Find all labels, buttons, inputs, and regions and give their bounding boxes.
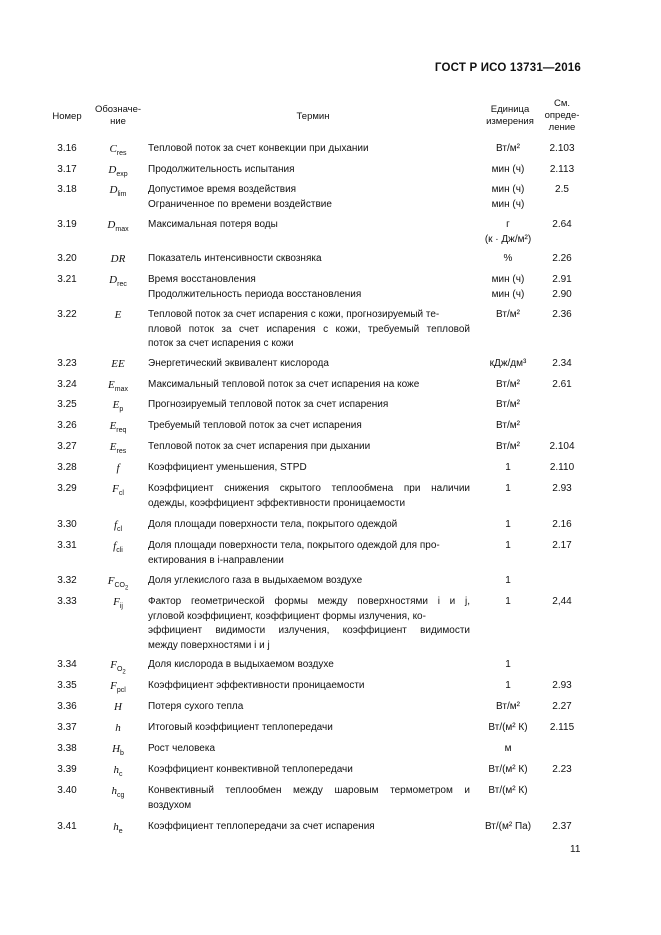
term-unit: м [504, 743, 512, 754]
term-number: 3.39 [57, 764, 77, 775]
term-unit: 1 [505, 483, 511, 494]
term-number: 3.16 [57, 143, 77, 154]
term-unit: 1 [505, 462, 511, 473]
term-symbol: h [115, 722, 121, 734]
term-text: Коэффициент уменьшения, STPD [148, 462, 307, 473]
term-unit: кДж/дм³ [489, 358, 527, 369]
col-header-reference: См. опреде- ление [544, 98, 580, 133]
term-unit: % [503, 253, 513, 264]
term-unit: 1 [505, 575, 511, 586]
term-text: Доля углекислого газа в выдыхаемом воздухе [148, 575, 363, 586]
term-symbol: $C_{res}$ [109, 143, 127, 158]
term-number: 3.31 [57, 540, 77, 551]
term-unit: мин (ч) мин (ч) [491, 274, 525, 300]
term-symbol: $h_e$ [113, 821, 123, 836]
term-symbol: $E_{req}$ [109, 420, 127, 435]
term-symbol: f [116, 462, 120, 474]
term-text: Коэффициент эффективности проницаемости [148, 680, 365, 691]
term-text: Итоговый коэффициент теплопередачи [148, 722, 333, 733]
term-unit: 1 [505, 680, 511, 691]
term-symbol: $H_b$ [112, 743, 124, 758]
term-number: 3.19 [57, 219, 77, 230]
term-symbol: $E_{max}$ [108, 379, 128, 394]
term-reference: 2.5 [555, 184, 569, 195]
term-number: 3.21 [57, 274, 77, 285]
term-reference: 2.26 [552, 253, 572, 264]
term-symbol: $F_{pcl}$ [110, 680, 126, 695]
term-text: Доля кислорода в выдыхаемом воздухе [148, 659, 334, 670]
term-unit: Вт/м² [496, 309, 520, 320]
term-number: 3.37 [57, 722, 77, 733]
term-text: Потеря сухого тепла [148, 701, 244, 712]
term-unit: Вт/(м² К) [488, 722, 528, 733]
term-number: 3.28 [57, 462, 77, 473]
term-reference: 2.115 [549, 722, 575, 733]
term-reference: 2.16 [552, 519, 572, 530]
term-symbol: $h_c$ [113, 764, 123, 779]
col-header-unit: Единица измерения [486, 104, 534, 127]
term-number: 3.25 [57, 399, 77, 410]
term-text: Конвективный теплообмен между шаровым термометром и воздухом [148, 785, 470, 811]
term-number: 3.40 [57, 785, 77, 796]
term-number: 3.41 [57, 821, 77, 832]
term-number: 3.17 [57, 164, 77, 175]
term-reference: 2.23 [552, 764, 572, 775]
term-symbol: EE [111, 358, 125, 370]
term-reference: 2.93 [552, 680, 572, 691]
term-symbol: $E_p$ [112, 399, 124, 414]
term-number: 3.29 [57, 483, 77, 494]
term-text: Требуемый тепловой поток за счет испарения [148, 420, 362, 431]
term-text: Максимальная потеря воды [148, 219, 278, 230]
term-unit: Вт/(м² К) [488, 785, 528, 796]
term-number: 3.38 [57, 743, 77, 754]
term-symbol: H [114, 701, 122, 713]
term-number: 3.18 [57, 184, 77, 195]
term-symbol: $F_{cl}$ [112, 483, 124, 498]
term-text: Максимальный тепловой поток за счет испарения на коже [148, 379, 420, 390]
term-unit: 1 [505, 596, 511, 607]
term-unit: Вт/(м² Па) [484, 821, 532, 832]
term-text: Допустимое время воздействия Ограниченное по времени воздействие [148, 184, 332, 210]
term-reference: 2.64 [552, 219, 572, 230]
term-number: 3.33 [57, 596, 77, 607]
term-text: Тепловой поток за счет испарения при дыхании [148, 441, 371, 452]
standard-header: ГОСТ Р ИСО 13731—2016 [434, 62, 581, 74]
term-text: Прогнозируемый тепловой поток за счет испарения [148, 399, 389, 410]
term-number: 3.36 [57, 701, 77, 712]
term-symbol: $f_{cli}$ [113, 540, 123, 555]
term-unit: Вт/м² [496, 399, 520, 410]
term-unit: 1 [505, 519, 511, 530]
term-reference: 2.93 [552, 483, 572, 494]
term-text: Показатель интенсивности сквозняка [148, 253, 322, 264]
term-number: 3.27 [57, 441, 77, 452]
term-unit: Вт/м² [496, 420, 520, 431]
term-number: 3.26 [57, 420, 77, 431]
term-text: Рост человека [148, 743, 216, 754]
term-text: Доля площади поверхности тела, покрытого одеждой [148, 519, 398, 530]
term-reference: 2.91 2.90 [552, 274, 572, 300]
term-text: Коэффициент теплопередачи за счет испарения [148, 821, 375, 832]
term-unit: 1 [505, 659, 511, 670]
term-unit: Вт/м² [496, 143, 520, 154]
term-symbol: $D_{exp}$ [108, 164, 128, 179]
term-number: 3.32 [57, 575, 77, 586]
term-reference: 2.113 [549, 164, 575, 175]
term-unit: Вт/м² [496, 701, 520, 712]
term-symbol: $E_{res}$ [109, 441, 127, 456]
page-number: 11 [570, 844, 581, 855]
term-text: Тепловой поток за счет конвекции при дыхании [148, 143, 369, 154]
term-reference: 2.61 [552, 379, 572, 390]
term-symbol: $F_{O_2}$ [110, 659, 126, 676]
term-text: Фактор геометрической формы между поверхностями i и j, угловой коэффициент, коэффициент формы излучения, ко- эффициент видимости излучения, коэффициент видимости между поверхностями i и j [148, 596, 470, 651]
term-symbol: $h_{cg}$ [111, 785, 125, 800]
term-text: Тепловой поток за счет испарения с кожи, прогнозируемый те- пловой поток за счет испарения с кожи, требуемый тепловой поток за счет испарения с кожи [148, 309, 470, 349]
term-reference: 2.36 [552, 309, 572, 320]
term-reference: 2.110 [549, 462, 575, 473]
term-reference: 2.27 [552, 701, 572, 712]
term-unit: Вт/м² [496, 441, 520, 452]
term-number: 3.23 [57, 358, 77, 369]
term-symbol: $F_{ij}$ [113, 596, 123, 611]
term-text: Доля площади поверхности тела, покрытого одеждой для про- ектирования в i-направлении [148, 540, 440, 566]
term-reference: 2.17 [552, 540, 572, 551]
col-header-symbol: Обозначе- ние [94, 104, 142, 127]
term-reference: 2.34 [552, 358, 572, 369]
term-text: Время восстановления Продолжительность периода восстановления [148, 274, 362, 300]
term-number: 3.35 [57, 680, 77, 691]
term-reference: 2,44 [552, 596, 572, 607]
col-header-term: Термин [296, 111, 330, 122]
col-header-number: Номер [52, 111, 82, 122]
term-unit: мин (ч) [491, 164, 525, 175]
term-text: Продолжительность испытания [148, 164, 295, 175]
term-unit: мин (ч) мин (ч) [491, 184, 525, 210]
term-symbol: $D_{max}$ [107, 219, 129, 234]
term-symbol: E [114, 309, 122, 321]
term-symbol: $F_{CO_2}$ [107, 575, 129, 592]
term-unit: Вт/(м² К) [488, 764, 528, 775]
term-text: Коэффициент конвективной теплопередачи [148, 764, 353, 775]
term-number: 3.24 [57, 379, 77, 390]
term-symbol: DR [110, 253, 126, 265]
term-reference: 2.103 [549, 143, 575, 154]
term-reference: 2.104 [549, 441, 575, 452]
term-reference: 2.37 [552, 821, 572, 832]
term-symbol: $D_{rec}$ [109, 274, 127, 289]
term-unit: 1 [505, 540, 511, 551]
term-number: 3.20 [57, 253, 77, 264]
term-symbol: $f_{cl}$ [113, 519, 123, 534]
term-text: Коэффициент снижения скрытого теплообмена при наличии одежды, коэффициент эффективности проницаемости [148, 483, 470, 509]
term-number: 3.30 [57, 519, 77, 530]
term-unit: Вт/м² [496, 379, 520, 390]
term-text: Энергетический эквивалент кислорода [148, 358, 329, 369]
term-number: 3.34 [57, 659, 77, 670]
term-number: 3.22 [57, 309, 77, 320]
term-symbol: $D_{lim}$ [109, 184, 127, 199]
term-unit: г (к · Дж/м²) [484, 219, 532, 245]
